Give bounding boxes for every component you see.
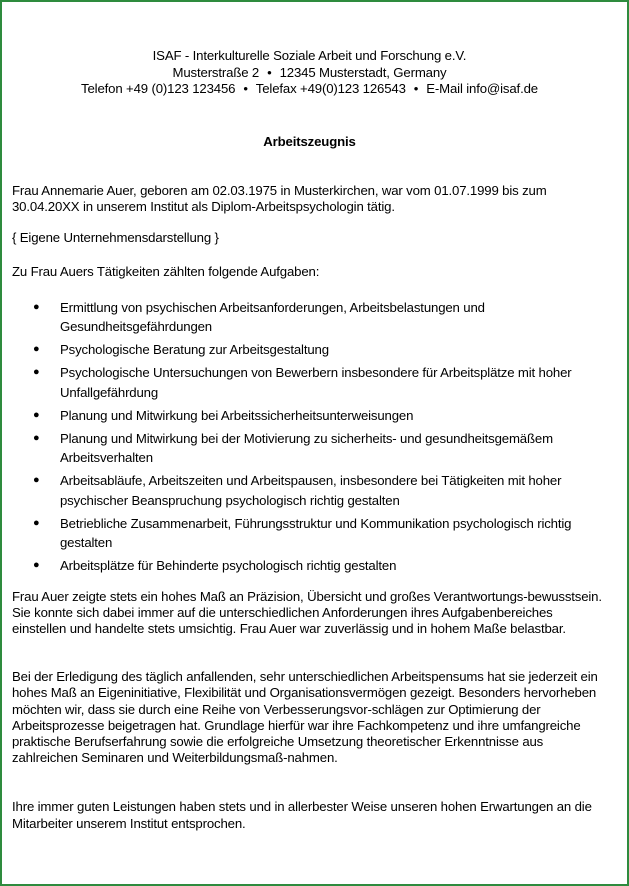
contact-line bbox=[12, 81, 607, 98]
list-item bbox=[12, 340, 607, 360]
list-item bbox=[12, 406, 607, 426]
list-item-text: Arbeitsplätze für Behinderte psychologisch richtig gestalten bbox=[60, 558, 397, 574]
list-item bbox=[12, 363, 607, 402]
bullet-icon: ● bbox=[33, 300, 40, 313]
bullet-icon: ● bbox=[33, 408, 40, 421]
email: E-Mail info@isaf.de bbox=[426, 81, 538, 96]
document-title: Arbeitszeugnis bbox=[263, 133, 356, 149]
list-item-text: Arbeitsabläufe, Arbeitszeiten und Arbeitspausen, insbesondere bei Tätigkeiten mit hoher psychischer Beanspruchung psychologisch richtig gestalten bbox=[60, 473, 562, 508]
address-line bbox=[12, 65, 607, 82]
intro-paragraph: Frau Annemarie Auer, geboren am 02.03.1975 in Musterkirchen, war vom 01.07.1999 bis zum 30.04.20XX in unserem Institut als Diplom-Arbeitspsychologin tätig. bbox=[12, 182, 547, 214]
bullet-icon: ● bbox=[33, 343, 40, 356]
document-body bbox=[12, 48, 607, 832]
list-item bbox=[12, 514, 607, 553]
company-description-placeholder: { Eigene Unternehmensdarstellung } bbox=[12, 230, 219, 246]
task-list bbox=[12, 298, 607, 576]
list-item-text: Planung und Mitwirkung bei Arbeitssicherheitsunterweisungen bbox=[60, 407, 414, 423]
initiative-paragraph: Bei der Erledigung des täglich anfallenden, sehr unterschiedlichen Arbeitspensums hat sie jederzeit ein hohes Maß an Eigeninitiative, Flexibilität und Organisationsvermögen gezeigt. Besonders hervorheben möchten wir, dass sie durch eine Reihe von Verbesserungsvor-schlägen zur Optimierung der Arbeitsprozesse beigetragen hat. Grundlage hierfür war ihre Fachkompetenz und ihre umfangreiche praktische Berufserfahrung sowie die erfolgreiche Umsetzung theoretischer Erkenntnisse aus zahlreichen Seminaren und Weiterbildungsmaß-nahmen. bbox=[12, 669, 598, 766]
separator: • bbox=[243, 81, 248, 96]
tasks-lead: Zu Frau Auers Tätigkeiten zählten folgende Aufgaben: bbox=[12, 264, 320, 280]
list-item bbox=[12, 298, 607, 337]
letterhead bbox=[12, 48, 607, 98]
list-item-text: Psychologische Untersuchungen von Bewerbern insbesondere für Arbeitsplätze mit hoher Unfallgefährdung bbox=[60, 365, 572, 400]
separator: • bbox=[413, 81, 419, 96]
bullet-icon: ● bbox=[33, 516, 40, 529]
fax: Telefax +49(0)123 126543 bbox=[255, 81, 406, 96]
bullet-icon: ● bbox=[33, 431, 40, 444]
city: 12345 Musterstadt, Germany bbox=[279, 64, 447, 80]
assessment-paragraph: Frau Auer zeigte stets ein hohes Maß an Präzision, Übersicht und großes Verantwortungs-bewusstsein. Sie konnte sich dabei immer auf die unterschiedlichen Anforderungen ihres Aufgabenbereiches einstellen und handelte stets umsichtig. Frau Auer war zuverlässig und in hohem Maße belastbar. bbox=[12, 588, 602, 636]
bullet-icon: ● bbox=[33, 366, 40, 379]
organization-name: ISAF - Interkulturelle Soziale Arbeit und Forschung e.V. bbox=[152, 48, 467, 63]
bullet-icon: ● bbox=[33, 559, 40, 572]
list-item-text: Betriebliche Zusammenarbeit, Führungsstruktur und Kommunikation psychologisch richtig gestalten bbox=[60, 515, 572, 551]
separator: • bbox=[267, 64, 272, 80]
list-item-text: Planung und Mitwirkung bei der Motivierung zu sicherheits- und gesundheitsgemäßem Arbeitsverhalten bbox=[60, 430, 553, 466]
performance-paragraph: Ihre immer guten Leistungen haben stets und in allerbester Weise unseren hohen Erwartungen an die Mitarbeiter unserem Institut entsprochen. bbox=[12, 799, 592, 831]
list-item bbox=[12, 471, 607, 510]
street: Musterstraße 2 bbox=[172, 64, 260, 80]
phone: Telefon +49 (0)123 123456 bbox=[81, 81, 236, 96]
list-item-text: Psychologische Beratung zur Arbeitsgestaltung bbox=[60, 342, 329, 358]
list-item-text: Ermittlung von psychischen Arbeitsanforderungen, Arbeitsbelastungen und Gesundheitsgefährdungen bbox=[60, 299, 485, 335]
list-item bbox=[12, 429, 607, 468]
list-item bbox=[12, 556, 607, 576]
bullet-icon: ● bbox=[33, 474, 40, 487]
